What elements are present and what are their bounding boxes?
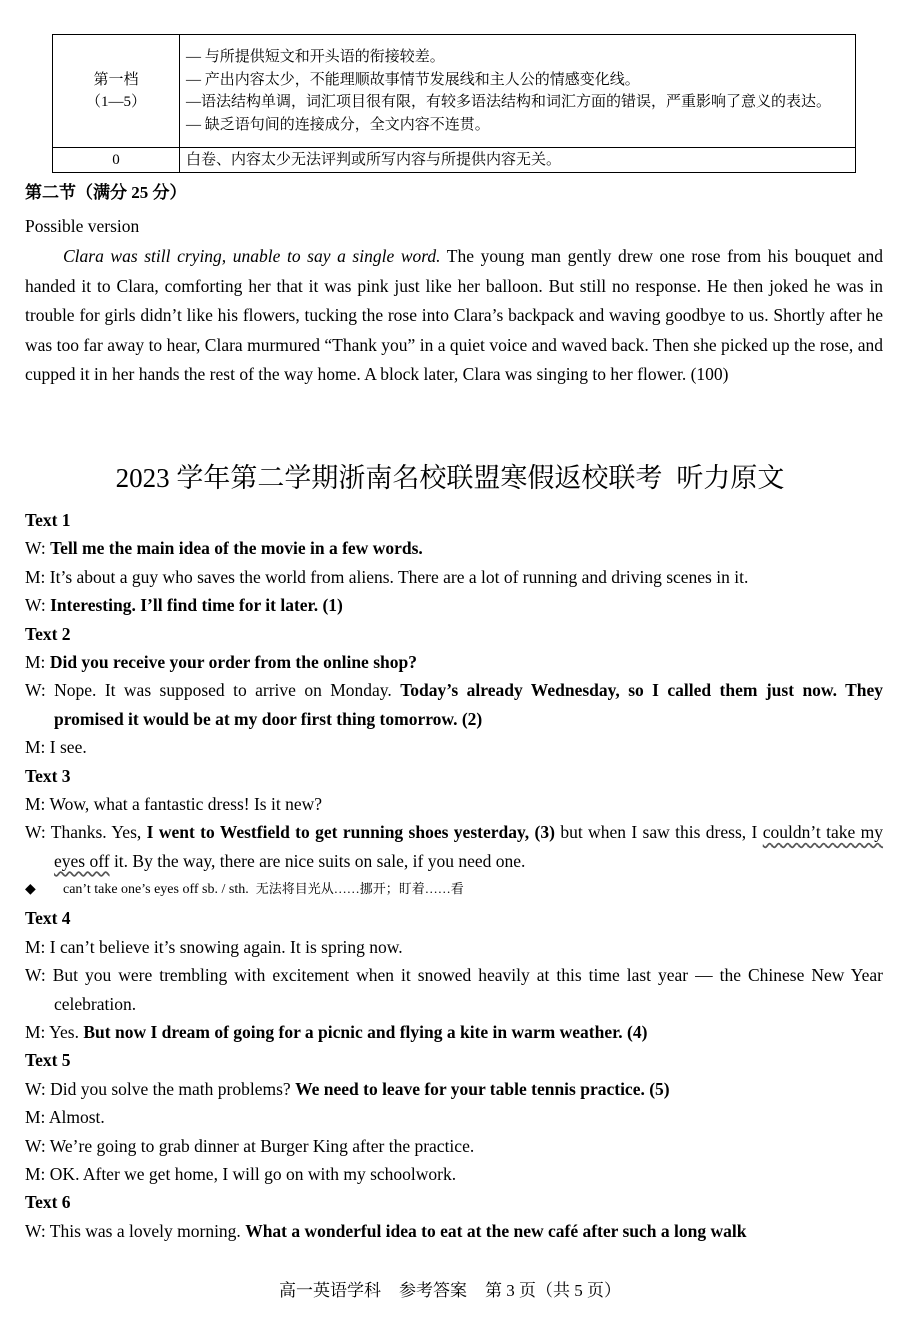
vocab-note [25, 875, 883, 904]
essay-body: The young man gently drew one rose from his bouquet and handed it to Clara, comforting her that it was pink just like her balloon. But still no response. He then joked he was in trouble for girls didn’t like his flowers, tucking the rose into Clara’s backpack and waving goodbye to us. Shortly after he was too far away to hear, Clara murmured “Thank you” in a quiet voice and waved back. Then she picked up the rose, and cupped it in her hands the rest of the way home. A block later, Clara was singing to her flower. (100) [25, 246, 883, 385]
dialogue-line: M: It’s about a guy who saves the world from aliens. There are a lot of running and driving scenes in it. [25, 566, 749, 587]
diamond-bullet-icon: ◆ [25, 882, 36, 898]
dialogue-line: M: Wow, what a fantastic dress! Is it new? [25, 794, 322, 815]
dialogue-line: W: Did you solve the math problems? We need to leave for your table tennis practice. (5) [25, 1078, 670, 1099]
text-header: Text 1 [25, 510, 71, 530]
footer-subject: 高一英语学科 [279, 1281, 381, 1300]
grade-range: （1—5） [85, 94, 146, 110]
possible-version-label: Possible version [25, 216, 140, 236]
dialogue-line: M: Did you receive your order from the online shop? [25, 652, 417, 673]
dialogue-line: W: Interesting. I’ll find time for it later. (1) [25, 595, 343, 616]
rubric-item: —语法结构单调，词汇项目很有限，有较多语法结构和词汇方面的错误，严重影响了意义的表达。 [186, 94, 832, 110]
rubric-item: — 缺乏语句间的连接成分，全文内容不连贯。 [186, 116, 490, 133]
section-title: 第二节（满分 25 分） [25, 183, 187, 202]
grade-cell: 0 [53, 148, 180, 173]
page-title [0, 456, 900, 495]
scoring-rubric-table [52, 34, 856, 173]
text-header: Text 5 [25, 1050, 71, 1071]
page-number: 第 3 页（共 5 页） [485, 1281, 621, 1300]
footer-kind: 参考答案 [399, 1281, 467, 1300]
grade-label: 第一档 [93, 72, 139, 88]
rubric-row-grade1 [53, 35, 856, 148]
dialogue-line: M: I see. [25, 737, 87, 758]
dialogue-line: W: But you were trembling with excitement when it snowed heavily at this time last year — the Chinese New Year celebration. [25, 965, 883, 1014]
phrase-highlight: couldn’t take my eyes off [54, 822, 884, 871]
dialogue-line: M: I can’t believe it’s snowing again. It is spring now. [25, 936, 403, 957]
dialogue-line: W: Nope. It was supposed to arrive on Monday. Today’s already Wednesday, so I called them just now. They promised it would be at my door first thing tomorrow. (2) [25, 680, 883, 729]
dialogue-line: W: This was a lovely morning. What a wonderful idea to eat at the new café after such a long walk [25, 1220, 747, 1241]
dialogue-line: M: Yes. But now I dream of going for a picnic and flying a kite in warm weather. (4) [25, 1021, 648, 1042]
dialogue-line: W: Thanks. Yes, I went to Westfield to get running shoes yesterday, (3) but when I saw this dress, I couldn’t take my eyes off it. By the way, there are nice suits on sale, if you need one. [25, 822, 884, 871]
grade-description: 白卷、内容太少无法评判或所写内容与所提供内容无关。 [180, 148, 856, 173]
note-phrase: can’t take one’s eyes off sb. / sth. [63, 882, 249, 898]
rubric-row-grade0 [53, 148, 856, 173]
listening-transcript [25, 506, 883, 1245]
grade-description [180, 35, 856, 148]
text-header: Text 6 [25, 1192, 71, 1213]
rubric-item: — 产出内容太少，不能理顺故事情节发展线和主人公的情感变化线。 [186, 71, 640, 88]
grade-cell [53, 35, 180, 148]
dialogue-line: M: Almost. [25, 1107, 105, 1128]
exam-title: 2023 学年第二学期浙南名校联盟寒假返校联考 [115, 463, 663, 493]
rubric-item: — 与所提供短文和开头语的衔接较差。 [186, 49, 445, 65]
text-header: Text 3 [25, 765, 71, 786]
dialogue-line: M: OK. After we get home, I will go on with my schoolwork. [25, 1163, 457, 1184]
sample-essay [25, 242, 883, 390]
text-header: Text 4 [25, 908, 71, 929]
text-header: Text 2 [25, 623, 71, 644]
dialogue-line: W: Tell me the main idea of the movie in a few words. [25, 538, 423, 559]
dialogue-line: W: We’re going to grab dinner at Burger King after the practice. [25, 1135, 475, 1156]
essay-given-sentence: Clara was still crying, unable to say a single word. [63, 246, 441, 266]
exam-subtitle: 听力原文 [676, 463, 785, 493]
note-meaning: 无法将目光从……挪开；盯着……看 [255, 881, 464, 897]
page-footer [0, 1276, 900, 1301]
